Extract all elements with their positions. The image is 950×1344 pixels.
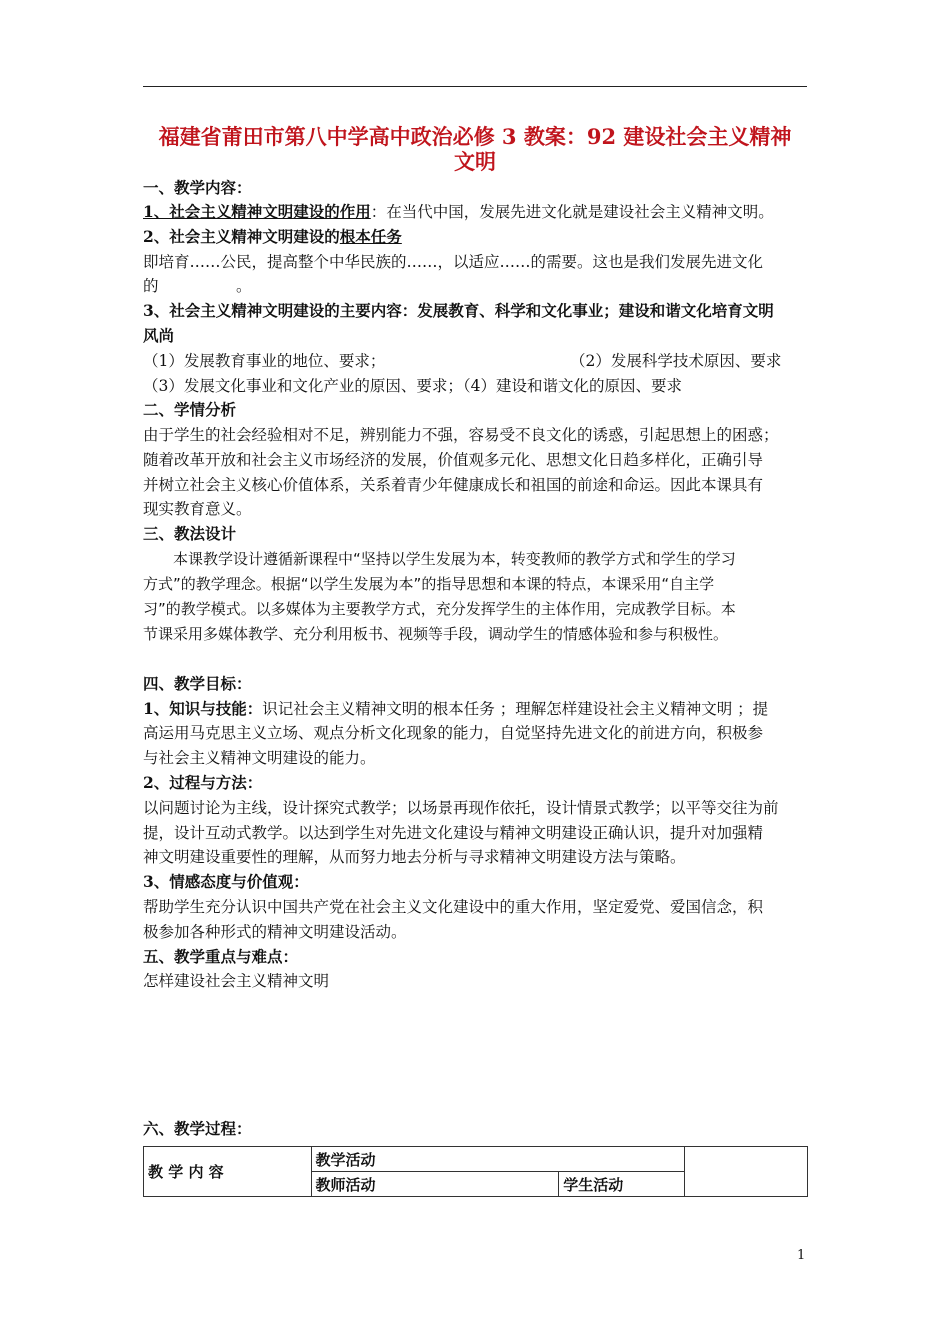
content-item-1-text: ：在当代中国，发展先进文化就是建设社会主义精神文明。 <box>370 203 774 221</box>
keypoints-text: 怎样建设社会主义精神文明 <box>143 972 330 990</box>
document-title-line1: 福建省莆田市第八中学高中政治必修 3 教案：92 建设社会主义精神 <box>158 124 792 149</box>
table-header-activity: 教学活动 <box>311 1147 684 1172</box>
table-header-teacher: 教师活动 <box>311 1172 559 1197</box>
objective-3-line2: 极参加各种形式的精神文明建设活动。 <box>143 923 407 941</box>
content-subitems-row1 <box>143 350 813 372</box>
table-row <box>144 1147 808 1172</box>
method-line-3: 习”的教学模式。以多媒体为主要教学方式，充分发挥学生的主体作用，完成教学目标。本 <box>143 600 736 618</box>
objective-1-line3: 与社会主义精神文明建设的能力。 <box>143 749 376 767</box>
section-heading-process: 六、教学过程： <box>143 1119 252 1138</box>
process-table <box>143 1146 808 1197</box>
content-item-2-text-line2: 的 。 <box>143 277 252 295</box>
analysis-line-3: 并树立社会主义核心价值体系，关系着青少年健康成长和祖国的前途和命运。因此本课具有 <box>143 476 764 494</box>
table-header-content: 教 学 内 容 <box>144 1147 312 1197</box>
section-heading-content: 一、教学内容： <box>143 178 252 197</box>
objective-3-label: 3、情感态度与价值观： <box>143 872 309 891</box>
content-item-2-prefix: 2、社会主义精神文明建设的 <box>143 227 340 246</box>
document-title-line2: 文明 <box>454 149 496 174</box>
method-line-2: 方式”的教学理念。根据“以学生发展为本”的指导思想和本课的特点，本课采用“自主学 <box>143 575 715 593</box>
content-item-1-label: 1、社会主义精神文明建设的作用 <box>143 202 371 221</box>
objective-1-line2: 高运用马克思主义立场、观点分析文化现象的能力，自觉坚持先进文化的前进方向，积极参 <box>143 724 764 742</box>
objective-2-line3: 神文明建设重要性的理解，从而努力地去分析与寻求精神文明建设方法与策略。 <box>143 848 686 866</box>
objective-2-line2: 提，设计互动式教学。以达到学生对先进文化建设与精神文明建设正确认识，提升对加强精 <box>143 824 764 842</box>
content-subitems-row2 <box>143 375 813 397</box>
table-empty-cell <box>684 1147 807 1197</box>
content-item-2-text-line1: 即培育……公民，提高整个中华民族的……，以适应……的需要。这也是我们发展先进文化 <box>143 253 764 271</box>
objective-1-label: 1、知识与技能： <box>143 699 263 718</box>
content-item-3-line2: 风尚 <box>143 326 175 345</box>
section-heading-objectives: 四、教学目标： <box>143 674 252 693</box>
method-line-1: 本课教学设计遵循新课程中“坚持以学生发展为本，转变教师的教学方式和学生的学习 <box>143 550 736 568</box>
content-item-2 <box>143 226 813 248</box>
objective-3-line1: 帮助学生充分认识中国共产党在社会主义文化建设中的重大作用，坚定爱党、爱国信念，积 <box>143 898 764 916</box>
section-heading-analysis: 二、学情分析 <box>143 400 237 419</box>
subitem-3: （3）发展文化事业和文化产业的原因、要求； <box>143 377 463 395</box>
content-item-2-underlined: 根本任务 <box>339 227 402 246</box>
objective-1 <box>143 698 813 720</box>
section-heading-method: 三、教法设计 <box>143 524 237 543</box>
objective-2-line1: 以问题讨论为主线，设计探究式教学；以场景再现作依托，设计情景式教学；以平等交往为前 <box>143 799 779 817</box>
objective-2-label: 2、过程与方法： <box>143 773 263 792</box>
subitem-2: （2）发展科学技术原因、要求 <box>570 352 782 370</box>
content-item-1 <box>143 201 813 223</box>
content-item-3-line1: 3、社会主义精神文明建设的主要内容：发展教育、科学和文化事业；建设和谐文化培育文明 <box>143 301 774 320</box>
header-rule <box>143 86 807 87</box>
subitem-1: （1）发展教育事业的地位、要求； <box>143 352 386 370</box>
subitem-4: （4）建设和谐文化的原因、要求 <box>462 377 682 395</box>
section-heading-keypoints: 五、教学重点与难点： <box>143 947 299 966</box>
method-line-4: 节课采用多媒体教学、充分利用板书、视频等手段，调动学生的情感体验和参与积极性。 <box>143 625 729 643</box>
analysis-line-1: 由于学生的社会经验相对不足，辨别能力不强，容易受不良文化的诱惑，引起思想上的困惑； <box>143 426 779 444</box>
analysis-line-4: 现实教育意义。 <box>143 500 252 518</box>
table-header-student: 学生活动 <box>559 1172 684 1197</box>
page-number: 1 <box>797 1248 806 1263</box>
objective-1-text: 识记社会主义精神文明的根本任务 ；理解怎样建设社会主义精神文明 ；提 <box>262 700 769 718</box>
analysis-line-2: 随着改革开放和社会主义市场经济的发展，价值观多元化、思想文化日趋多样化，正确引导 <box>143 451 764 469</box>
